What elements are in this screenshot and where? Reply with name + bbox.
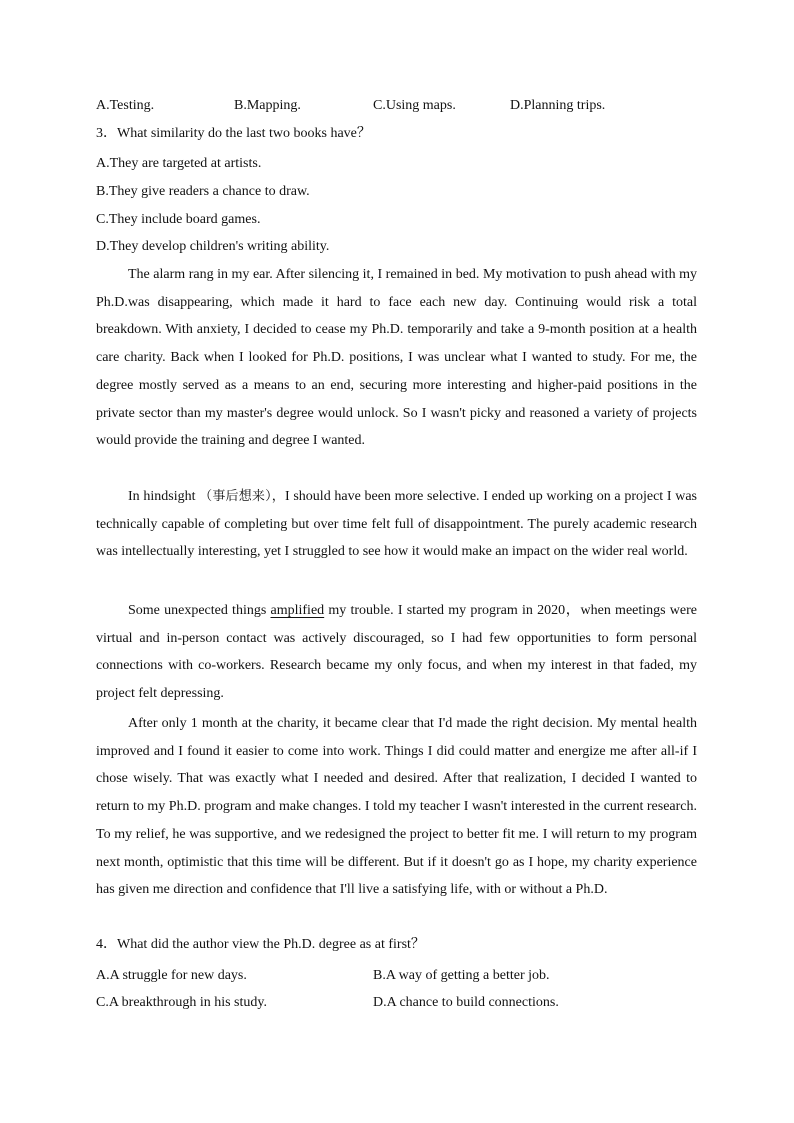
- passage-paragraph-1: The alarm rang in my ear. After silencing it, I remained in bed. My motivation to push ahead with my Ph.D.was disappearing, which made it hard to face each new day. Continuing would risk a total breakdown. With anxiety, I decided to cease my Ph.D. temporarily and take a 9-month position at a health care charity. Back when I looked for Ph.D. positions, I was unclear what I wanted to study. For me, the degree mostly served as a means to an end, securing more interesting and higher-paid positions in the private sector than my master's degree would unlock. So I wasn't picky and reasoned a variety of projects would provide the training and degree I wanted.: [96, 267, 697, 449]
- q2-option-a: A.Testing.: [96, 98, 155, 113]
- passage-paragraph-2: In hindsight （事后想来），I should have been more selective. I ended up working on a project I was technically capable of completing but over time felt full of disappointment. The purely academic research was intellectually interesting, yet I struggled to see how it would make an impact on the wider real world.: [96, 489, 697, 560]
- q4-option-a: A.A struggle for new days.: [96, 968, 247, 983]
- q3-option-d: D.They develop children's writing ability.: [96, 239, 330, 254]
- passage-paragraph-3: Some unexpected things amplified my trouble. I started my program in 2020，when meetings were virtual and in-person contact was actively discouraged, so I had few opportunities to form personal connections with co-workers. Research became my only focus, and when my interest in that faded, my project felt depressing.: [96, 603, 698, 702]
- passage-paragraph-4: After only 1 month at the charity, it became clear that I'd made the right decision. My mental health improved and I found it easier to come into work. Things I did could matter and energize me after all-if I chose wisely. That was exactly what I needed and desired. After that realization, I decided I wanted to return to my Ph.D. program and make changes. I told my teacher I wasn't interested in the current research. To my relief, he was supportive, and we redesigned the project to better fit me. I will return to my program next month, optimistic that this time will be different. But if it doesn't go as I hope, my charity experience has given me direction and confidence that I'll live a satisfying life, with or without a Ph.D.: [96, 716, 697, 898]
- q2-option-d: D.Planning trips.: [510, 98, 606, 113]
- q3-option-c: C.They include board games.: [96, 212, 261, 227]
- q3-option-a: A.They are targeted at artists.: [96, 156, 262, 171]
- q4-stem: 4．What did the author view the Ph.D. degree as at first？: [96, 937, 425, 952]
- q3-stem: 3．What similarity do the last two books have？: [96, 126, 371, 141]
- q3-option-b: B.They give readers a chance to draw.: [96, 184, 310, 199]
- chinese-gloss: （事后想来），: [199, 489, 285, 504]
- q4-option-d: D.A chance to build connections.: [373, 995, 559, 1010]
- q4-option-b: B.A way of getting a better job.: [373, 968, 550, 983]
- q2-option-c: C.Using maps.: [373, 98, 456, 113]
- underlined-word: amplified: [270, 603, 325, 618]
- q2-option-b: B.Mapping.: [234, 98, 301, 113]
- q4-option-c: C.A breakthrough in his study.: [96, 995, 267, 1010]
